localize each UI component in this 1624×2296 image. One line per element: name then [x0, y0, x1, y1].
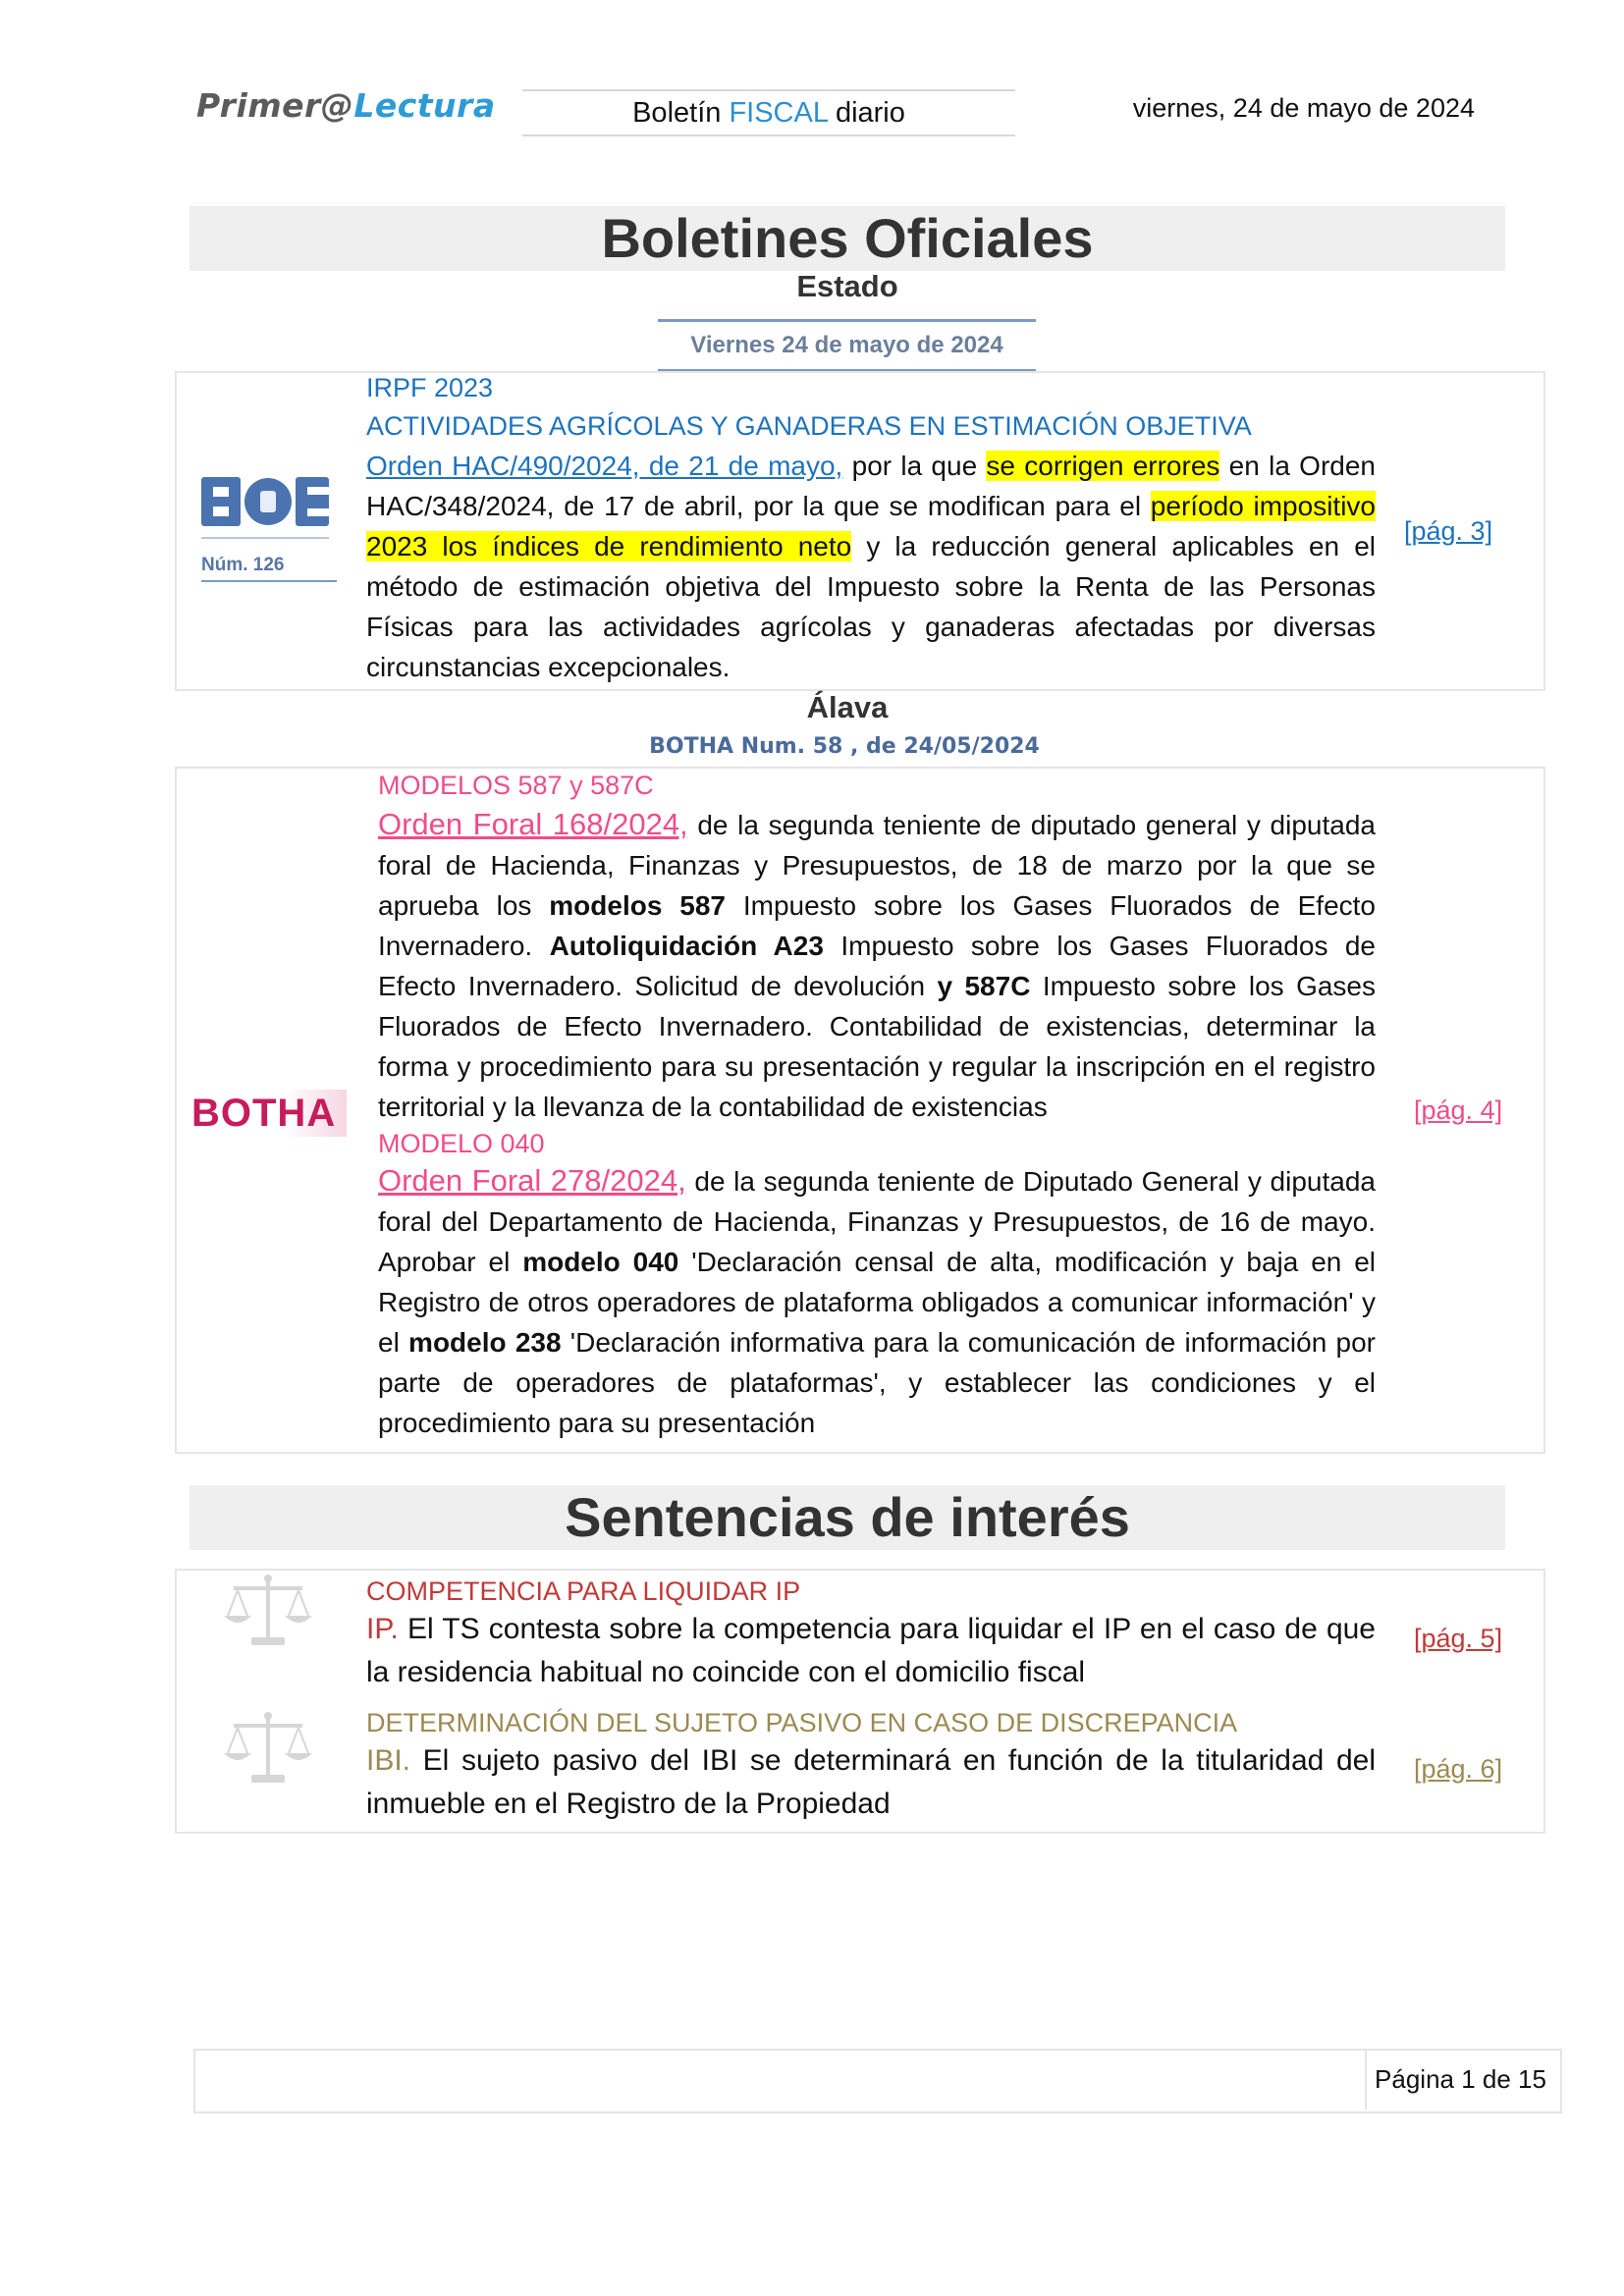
- footer-divider: [1365, 2049, 1367, 2109]
- page-number: Página 1 de 15: [1375, 2064, 1546, 2094]
- botha-entry-040-text: Orden Foral 278/2024, de la segunda teniente de Diputado General y diputada foral del Departamento de Hacienda, Finanzas y Presupuestos, de 16 de mayo. Aprobar el modelo 040 'Declaración censal de alta, modificación y baja en el Registro de otros operadores de plataforma obligados a comunicar información' y el modelo 238 'Declaración informativa para la comunicación de información por parte de operadores de plataformas', y establecer las condiciones y el procedimiento para su presentación: [378, 1163, 1377, 1438]
- section-title-boletines: Boletines Oficiales: [189, 206, 1505, 271]
- scales-icon: [224, 1571, 312, 1653]
- botha-category-587: MODELOS 587 y 587C: [378, 771, 654, 800]
- boe-number: Núm. 126: [201, 555, 285, 575]
- botha-category-040: MODELO 040: [378, 1129, 545, 1158]
- estado-date-bar: Viernes 24 de mayo de 2024: [658, 319, 1036, 372]
- botha-page-link[interactable]: [pág. 4]: [1414, 1095, 1503, 1125]
- boe-category-actividades: ACTIVIDADES AGRÍCOLAS Y GANADERAS EN ESTIMACIÓN OBJETIVA: [366, 411, 1252, 441]
- section-title-sentencias: Sentencias de interés: [189, 1485, 1505, 1550]
- sentencia-text-ip: IP. El TS contesta sobre la competencia para liquidar el IP en el caso de que la residencia habitual no coincide con el domicilio fiscal: [366, 1613, 1376, 1688]
- highlight-periodo: período impositivo 2023 los índices de rendimiento neto: [366, 491, 1376, 561]
- boe-entry: [366, 371, 1376, 687]
- estado-label: Estado: [796, 269, 898, 303]
- orden-foral-168-link[interactable]: Orden Foral 168/2024,: [378, 807, 688, 841]
- botha-entry-587-text: Orden Foral 168/2024, de la segunda teniente de diputado general y diputada foral de Hacienda, Finanzas y Presupuestos, de 18 de marzo por la que se aprueba los modelos 587 Impuesto sobre los Gases Fluorados de Efecto Invernadero. Autoliquidación A23 Impuesto sobre los Gases Fluorados de Efecto Invernadero. Solicitud de devolución y 587C Impuesto sobre los Gases Fluorados de Efecto Invernadero. Contabilidad de existencias, determinar la forma y procedimiento para su presentación y regular la inscripción en el registro territorial y la llevanza de la contabilidad de existencias: [378, 807, 1377, 1122]
- boe-category-irpf: IRPF 2023: [366, 373, 494, 402]
- sentencia-category-ibi: DETERMINACIÓN DEL SUJETO PASIVO EN CASO DE DISCREPANCIA: [366, 1708, 1238, 1737]
- highlight-corrigen: se corrigen errores: [986, 451, 1220, 481]
- botha-issue-line: BOTHA Num. 58 , de 24/05/2024: [649, 734, 1040, 759]
- boe-order-link[interactable]: Orden HAC/490/2024, de 21 de mayo,: [366, 451, 843, 481]
- sentencia-text-ibi: IBI. El sujeto pasivo del IBI se determinará en función de la titularidad del inmueble en el Registro de la Propiedad: [366, 1744, 1376, 1820]
- header-date: viernes, 24 de mayo de 2024: [1132, 93, 1475, 123]
- bulletin-title: Boletín FISCAL diario: [522, 89, 1015, 136]
- sentencia-page-link-ibi[interactable]: [pág. 6]: [1414, 1754, 1503, 1784]
- page-footer: [193, 2049, 1562, 2113]
- botha-logo: BOTHA: [191, 1090, 347, 1137]
- sentencia-item-ibi: [366, 1706, 1376, 1826]
- scales-icon: [224, 1708, 312, 1790]
- sentencia-category-ip: COMPETENCIA PARA LIQUIDAR IP: [366, 1576, 801, 1606]
- orden-foral-278-link[interactable]: Orden Foral 278/2024,: [378, 1163, 686, 1198]
- sentencia-page-link-ip[interactable]: [pág. 5]: [1414, 1624, 1503, 1653]
- sentencia-tag-ip: IP.: [366, 1613, 399, 1645]
- primer-lectura-logo: Primer@Lectura: [196, 86, 496, 125]
- alava-label: Álava: [806, 690, 889, 724]
- boe-entry-text: Orden HAC/490/2024, de 21 de mayo, por la que se corrigen errores en la Orden HAC/348/2024, de 17 de abril, por la que se modifican para el período impositivo 2023 los índices de rendimiento neto y la reducción general aplicables en el método de estimación objetiva del Impuesto sobre la Renta de las Personas Físicas para las actividades agrícolas y ganaderas afectadas por diversas circunstancias excepcionales.: [366, 451, 1376, 682]
- sentencia-tag-ibi: IBI.: [366, 1744, 411, 1777]
- boe-page-link[interactable]: [pág. 3]: [1404, 516, 1493, 546]
- botha-entries: [378, 769, 1376, 1443]
- sentencia-item-ip: [366, 1575, 1376, 1694]
